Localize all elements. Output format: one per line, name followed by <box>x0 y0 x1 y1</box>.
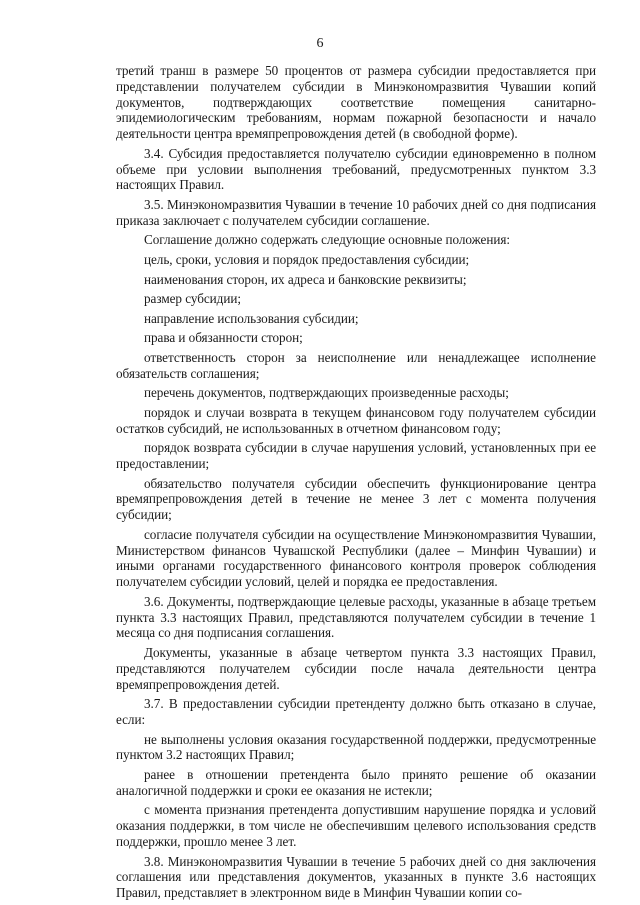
paragraph: 3.8. Минэкономразвития Чувашии в течение 5 рабочих дней со дня заключения соглашения или представления документов, указанных в пункте 3.6 настоящих Правил, представляет в электронном виде в Минфин Чувашии копии со- <box>116 853 596 901</box>
paragraph: порядок и случаи возврата в текущем финансовом году получателем субсидии остатков субсидий, не использованных в отчетном финансовом году; <box>116 404 596 436</box>
paragraph: 3.4. Субсидия предоставляется получателю субсидии единовременно в полном объеме при условии выполнения требований, предусмотренных пунктом 3.3 настоящих Правил. <box>116 145 596 193</box>
paragraph: права и обязанности сторон; <box>144 330 303 346</box>
paragraph: ранее в отношении претендента было принято решение об оказании аналогичной поддержки и сроки ее оказания не истекли; <box>116 767 596 798</box>
paragraph: направление использования субсидии; <box>144 310 359 326</box>
paragraph: не выполнены условия оказания государственной поддержки, предусмотренные пунктом 3.2 настоящих Правил; <box>116 731 596 763</box>
paragraph: ответственность сторон за неисполнение или ненадлежащее исполнение обязательств соглашения; <box>116 349 596 381</box>
paragraph: размер субсидии; <box>144 291 241 307</box>
paragraph: Соглашение должно содержать следующие основные положения: <box>144 232 510 248</box>
paragraph: порядок возврата субсидии в случае нарушения условий, установленных при ее предоставлении; <box>116 440 596 472</box>
paragraph: с момента признания претендента допустившим нарушение порядка и условий оказания поддержки, в том числе не обеспечившим целевого использования средств поддержки, прошло менее 3 лет. <box>116 802 596 849</box>
paragraph: согласие получателя субсидии на осуществление Минэкономразвития Чувашии, Министерством финансов Чувашской Республики (далее – Минфин Чувашии) и иными органами государственного финансового контроля проверок соблюдения получателем субсидии условий, целей и порядка ее предоставления. <box>116 526 596 590</box>
paragraph: обязательство получателя субсидии обеспечить функционирование центра времяпрепровождения детей в течение не менее 3 лет с момента получения субсидии; <box>116 475 596 523</box>
paragraph: третий транш в размере 50 процентов от размера субсидии предоставляется при представлении получателем субсидии в Минэкономразвития Чувашии копий документов, подтверждающих соответствие помещения санитарно-эпидемиологическим требованиям, нормам пожарной безопасности и начало деятельности центра времяпрепровождения детей (в свободной форме). <box>116 63 596 142</box>
paragraph: наименования сторон, их адреса и банковские реквизиты; <box>144 271 467 287</box>
document-body <box>116 63 596 905</box>
paragraph: цель, сроки, условия и порядок предоставления субсидии; <box>144 251 470 267</box>
paragraph: перечень документов, подтверждающих произведенные расходы; <box>144 385 509 401</box>
paragraph: 3.6. Документы, подтверждающие целевые расходы, указанные в абзаце третьем пункта 3.3 настоящих Правил, представляются получателем субсидии в течение 1 месяца со дня подписания соглашения. <box>116 593 596 641</box>
paragraph: 3.5. Минэкономразвития Чувашии в течение 10 рабочих дней со дня подписания приказа заключает с получателем субсидии соглашение. <box>116 196 596 228</box>
paragraph: Документы, указанные в абзаце четвертом пункта 3.3 настоящих Правил, представляются получателем субсидии после начала деятельности центра времяпрепровождения детей. <box>116 645 596 692</box>
page-number: 6 <box>316 36 324 51</box>
paragraph: 3.7. В предоставлении субсидии претенденту должно быть отказано в случае, если: <box>116 696 596 728</box>
